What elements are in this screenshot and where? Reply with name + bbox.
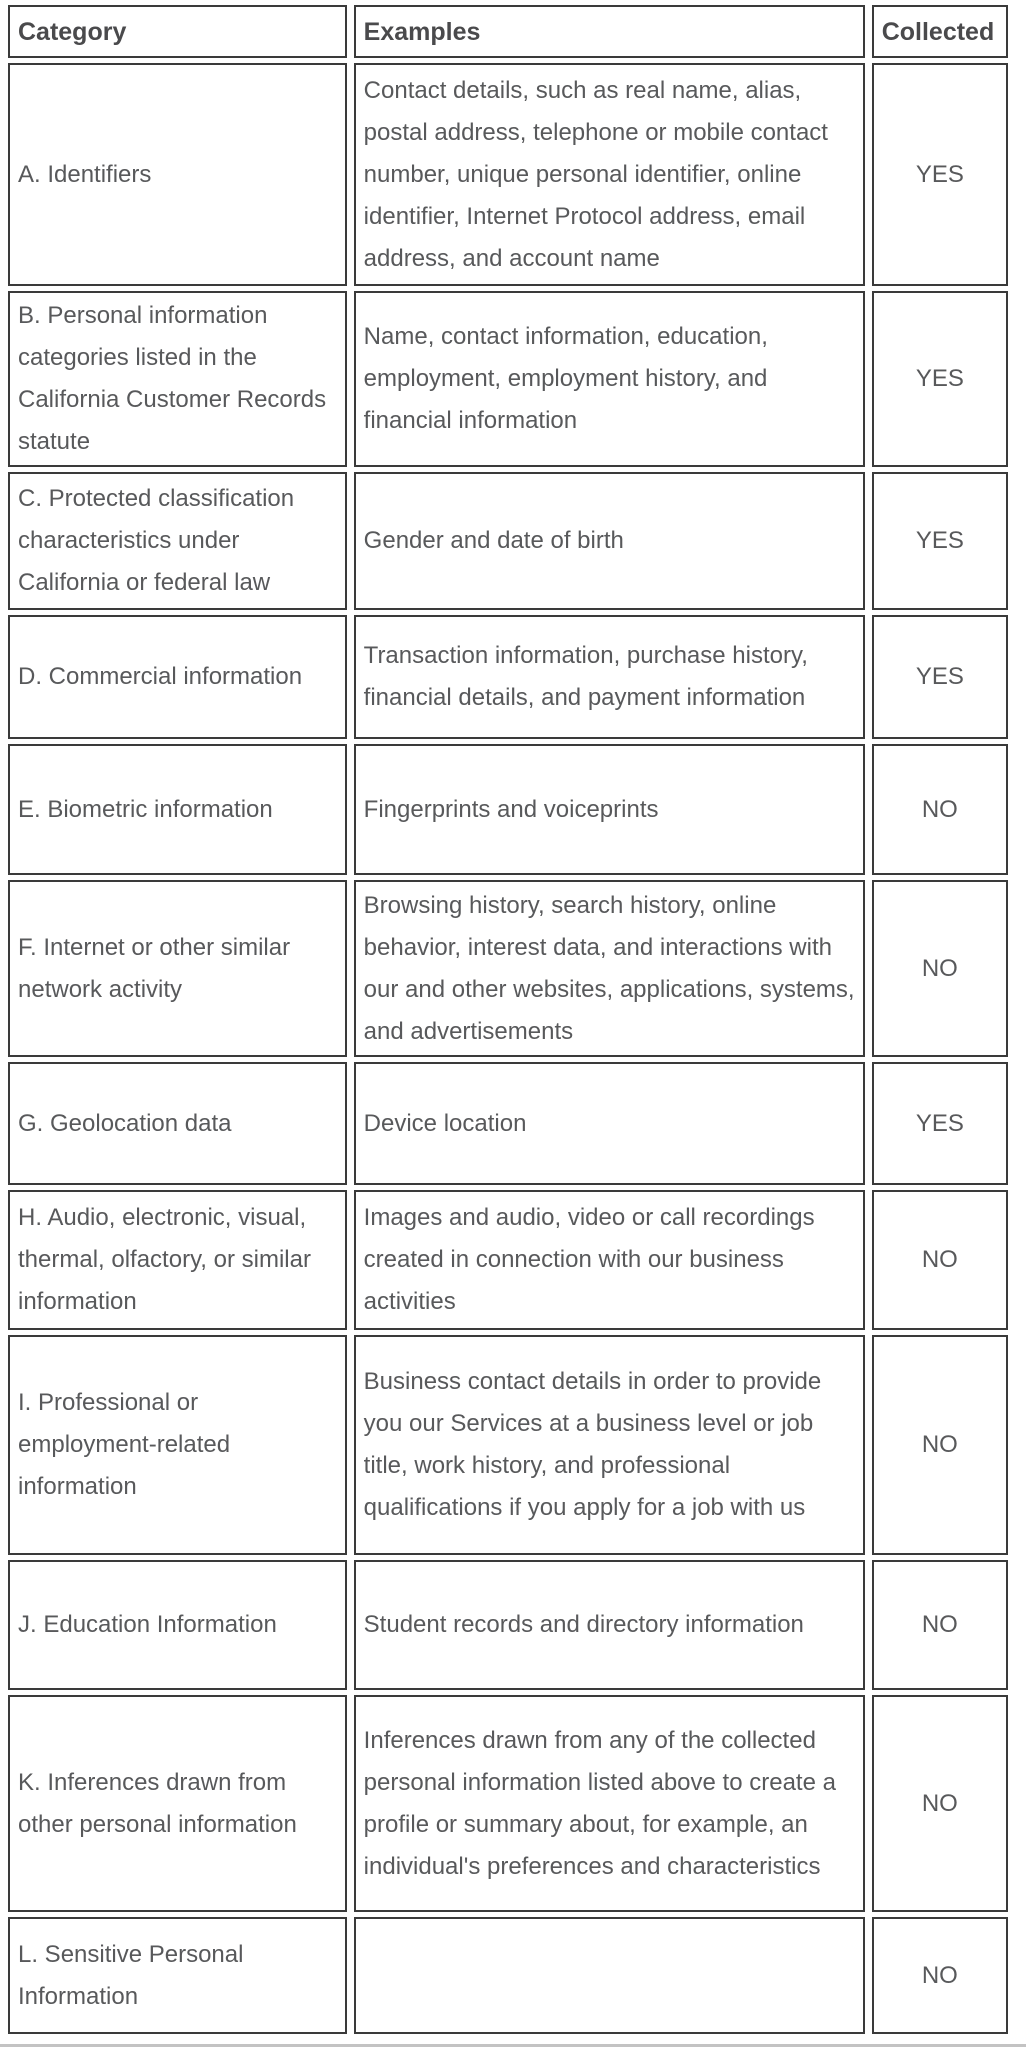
collected-cell: NO [872, 1917, 1008, 2034]
category-cell: B. Personal information categories listed in the California Customer Records statute [8, 291, 347, 467]
collected-cell: NO [872, 1560, 1008, 1690]
category-cell: I. Professional or employment-related information [8, 1335, 347, 1555]
personal-info-categories-table [1, 0, 1015, 2039]
table-row [8, 880, 1008, 1057]
category-cell: A. Identifiers [8, 63, 347, 286]
table-row [8, 1560, 1008, 1690]
category-cell: G. Geolocation data [8, 1062, 347, 1185]
examples-cell: Student records and directory information [354, 1560, 865, 1690]
table-row [8, 1062, 1008, 1185]
examples-cell: Fingerprints and voiceprints [354, 744, 865, 875]
table-header [8, 5, 1008, 58]
collected-cell: NO [872, 1695, 1008, 1912]
examples-cell: Browsing history, search history, online behavior, interest data, and interactions with our and other websites, applications, systems, and advertisements [354, 880, 865, 1057]
table-row [8, 291, 1008, 467]
table-row [8, 472, 1008, 610]
table-row [8, 615, 1008, 739]
examples-cell: Business contact details in order to provide you our Services at a business level or job title, work history, and professional qualifications if you apply for a job with us [354, 1335, 865, 1555]
table-row [8, 1695, 1008, 1912]
category-cell: H. Audio, electronic, visual, thermal, olfactory, or similar information [8, 1190, 347, 1330]
category-cell: E. Biometric information [8, 744, 347, 875]
header-examples: Examples [354, 5, 865, 58]
examples-cell: Transaction information, purchase history, financial details, and payment information [354, 615, 865, 739]
header-category: Category [8, 5, 347, 58]
category-cell: C. Protected classification characteristics under California or federal law [8, 472, 347, 610]
table-row [8, 744, 1008, 875]
collected-cell: NO [872, 880, 1008, 1057]
page-bottom-rule [0, 2044, 1026, 2047]
header-row [8, 5, 1008, 58]
collected-cell: NO [872, 744, 1008, 875]
collected-cell: YES [872, 472, 1008, 610]
examples-cell: Device location [354, 1062, 865, 1185]
examples-cell: Inferences drawn from any of the collected personal information listed above to create a profile or summary about, for example, an individual's preferences and characteristics [354, 1695, 865, 1912]
examples-cell: Gender and date of birth [354, 472, 865, 610]
examples-cell: Images and audio, video or call recordings created in connection with our business activities [354, 1190, 865, 1330]
table-row [8, 1917, 1008, 2034]
examples-cell: Name, contact information, education, employment, employment history, and financial information [354, 291, 865, 467]
category-cell: D. Commercial information [8, 615, 347, 739]
examples-cell: Contact details, such as real name, alias, postal address, telephone or mobile contact number, unique personal identifier, online identifier, Internet Protocol address, email address, and account name [354, 63, 865, 286]
collected-cell: YES [872, 615, 1008, 739]
category-cell: L. Sensitive Personal Information [8, 1917, 347, 2034]
table-body [8, 63, 1008, 2034]
collected-cell: YES [872, 63, 1008, 286]
examples-cell [354, 1917, 865, 2034]
collected-cell: NO [872, 1335, 1008, 1555]
category-cell: J. Education Information [8, 1560, 347, 1690]
table-row [8, 1335, 1008, 1555]
category-cell: F. Internet or other similar network activity [8, 880, 347, 1057]
collected-cell: YES [872, 1062, 1008, 1185]
collected-cell: YES [872, 291, 1008, 467]
header-collected: Collected [872, 5, 1008, 58]
table-row [8, 63, 1008, 286]
category-cell: K. Inferences drawn from other personal information [8, 1695, 347, 1912]
collected-cell: NO [872, 1190, 1008, 1330]
table-row [8, 1190, 1008, 1330]
